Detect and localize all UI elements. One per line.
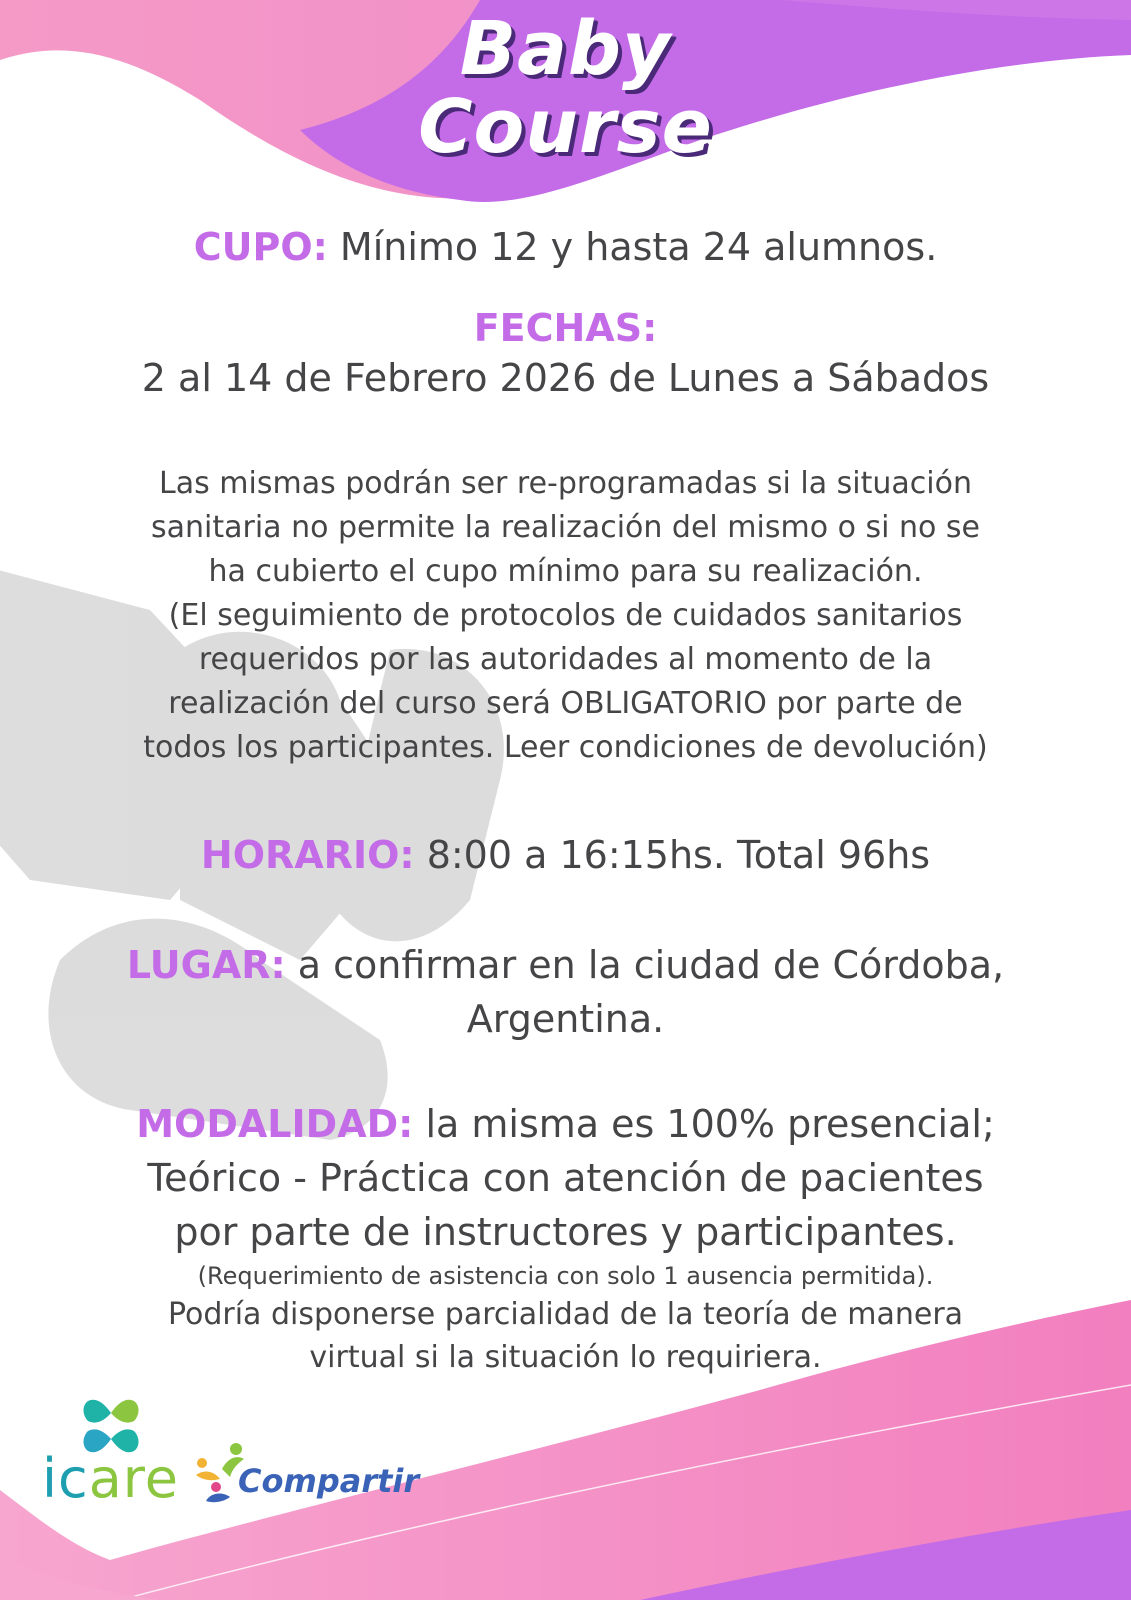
conditions-paragraph: [20, 462, 1111, 770]
modalidad-line-5: virtual si la situación lo requiriera.: [309, 1340, 822, 1375]
modalidad-line-1: [20, 1097, 1111, 1151]
horario-section: [20, 830, 1111, 880]
paragraph-line: Las mismas podrán ser re-programadas si la situación: [159, 466, 972, 501]
icare-logo-text: [42, 1449, 179, 1509]
modalidad-note: (Requerimiento de asistencia con solo 1 ausencia permitida).: [197, 1262, 934, 1290]
modalidad-line-4: Podría disponerse parcialidad de la teoría de manera: [167, 1297, 964, 1332]
horario-label: HORARIO:: [200, 833, 415, 877]
modalidad-line-3: por parte de instructores y participantes.: [174, 1210, 957, 1254]
paragraph-line: requeridos por las autoridades al momento de la: [198, 642, 933, 677]
fechas-label: FECHAS:: [473, 306, 658, 350]
paragraph-line: ha cubierto el cupo mínimo para su realización.: [208, 554, 923, 589]
paragraph-line: todos los participantes. Leer condiciones de devolución): [143, 730, 988, 765]
modalidad-section: [20, 1097, 1111, 1379]
cupo-section: [20, 222, 1111, 272]
icare-text-a: ic: [42, 1447, 89, 1510]
lugar-value-line-1: a confirmar en la ciudad de Córdoba,: [297, 943, 1005, 987]
cupo-label: CUPO:: [193, 225, 328, 269]
paragraph-line: realización del curso será OBLIGATORIO por parte de: [168, 686, 963, 721]
compartir-logo-text: Compartir: [238, 1462, 420, 1500]
logos: [36, 1395, 456, 1525]
icare-text-b: are: [88, 1447, 180, 1510]
modalidad-line-2: Teórico - Práctica con atención de pacientes: [147, 1156, 984, 1200]
paragraph-line: (El seguimiento de protocolos de cuidados sanitarios: [168, 598, 963, 633]
fechas-value: 2 al 14 de Febrero 2026 de Lunes a Sábados: [141, 356, 990, 400]
modalidad-value: la misma es 100% presencial;: [425, 1102, 995, 1146]
paragraph-line: sanitaria no permite la realización del mismo o si no se: [151, 510, 980, 545]
horario-value: 8:00 a 16:15hs. Total 96hs: [426, 833, 931, 877]
lugar-section: [20, 938, 1111, 1046]
modalidad-label: MODALIDAD:: [136, 1102, 414, 1146]
cupo-value: Mínimo 12 y hasta 24 alumnos.: [339, 225, 938, 269]
fechas-section: [20, 303, 1111, 403]
lugar-label: LUGAR:: [126, 943, 286, 987]
lugar-value-line-2: Argentina.: [466, 997, 665, 1041]
title-line-1: Baby: [459, 6, 672, 92]
title-line-2: Course: [418, 84, 713, 170]
